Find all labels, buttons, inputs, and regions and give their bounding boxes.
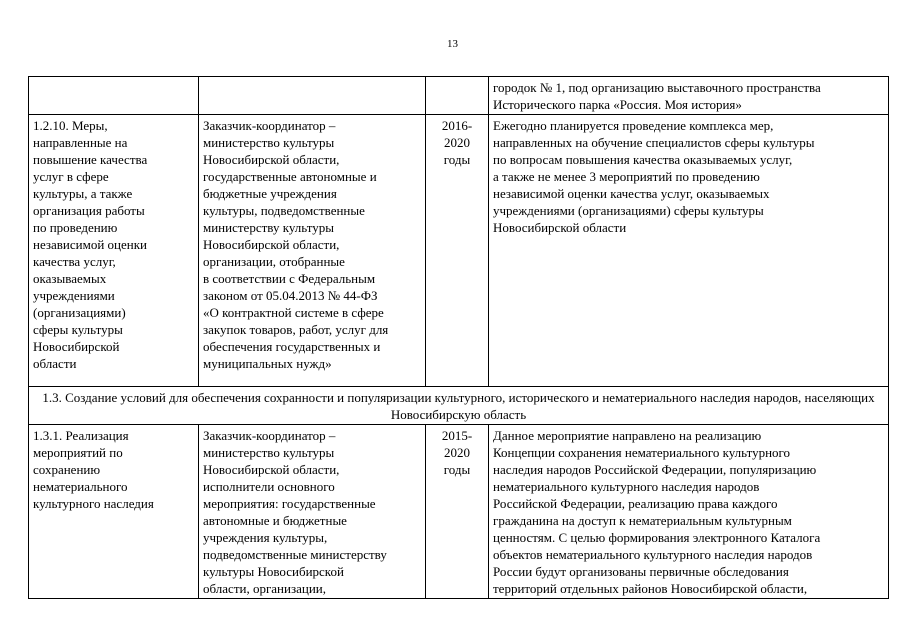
table-row-1-3-1: [29, 425, 889, 599]
description-cell: Ежегодно планируется проведение комплекса мер, направленных на обучение специалистов сферы культуры по вопросам повышения качества оказываемых услуг, а также не менее 3 мероприятий по проведению независимой оценки качества услуг, оказываемых учреждениями (организациями) сферы культуры Новосибирской области: [489, 115, 889, 387]
description-cell: Данное мероприятие направлено на реализацию Концепции сохранения нематериального культурного наследия народов Российской Федерации, популяризацию нематериального культурного наследия народов Российской Федерации, реализацию права каждого гражданина на доступ к нематериальным культурным ценностям. С целью формирования электронного Каталога объектов нематериального культурного наследия народов России будут организованы первичные обследования территорий отдельных районов Новосибирской области,: [489, 425, 889, 599]
measure-cell: 1.2.10. Меры, направленные на повышение качества услуг в сфере культуры, а также организация работы по проведению независимой оценки качества услуг, оказываемых учреждениями (организациями) сферы культуры Новосибирской области: [29, 115, 199, 387]
description-cell: городок № 1, под организацию выставочного пространства Исторического парка «Россия. Моя история»: [489, 77, 889, 115]
period-cell: 2015- 2020 годы: [426, 425, 489, 599]
measure-cell: 1.3.1. Реализация мероприятий по сохранению нематериального культурного наследия: [29, 425, 199, 599]
section-heading: 1.3. Создание условий для обеспечения сохранности и популяризации культурного, исторического и нематериального наследия народов, населяющих Новосибирскую область: [29, 387, 889, 425]
measure-cell: [29, 77, 199, 115]
executor-cell: Заказчик-координатор – министерство культуры Новосибирской области, государственные автономные и бюджетные учреждения культуры, подведомственные министерству культуры Новосибирской области, организации, отобранные в соответствии с Федеральным законом от 05.04.2013 № 44-ФЗ «О контрактной системе в сфере закупок товаров, работ, услуг для обеспечения государственных и муниципальных нужд»: [199, 115, 426, 387]
measures-table: [28, 76, 889, 599]
executor-cell: [199, 77, 426, 115]
section-row-1-3: [29, 387, 889, 425]
period-cell: 2016- 2020 годы: [426, 115, 489, 387]
table-row-continuation: [29, 77, 889, 115]
table-row-1-2-10: [29, 115, 889, 387]
page-number: 13: [447, 38, 458, 50]
period-cell: [426, 77, 489, 115]
executor-cell: Заказчик-координатор – министерство культуры Новосибирской области, исполнители основного мероприятия: государственные автономные и бюджетные учреждения культуры, подведомственные министерству культуры Новосибирской области, организации,: [199, 425, 426, 599]
